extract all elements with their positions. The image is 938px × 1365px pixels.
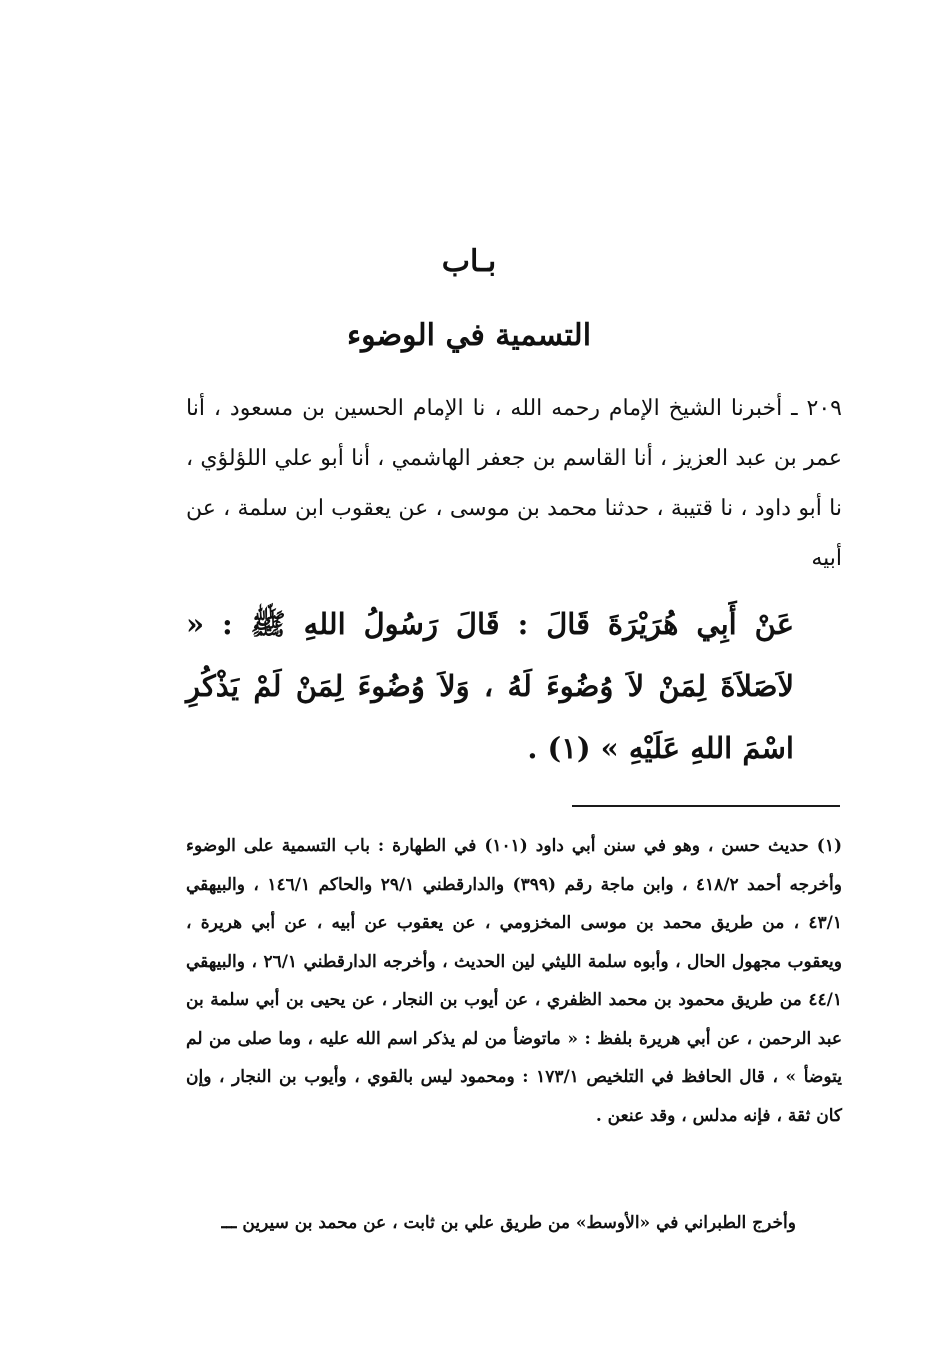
footnote-continued: وأخرج الطبراني في «الأوسط» من طريق علي بن ثابت ، عن محمد بن سيرين ـــ xyxy=(221,1213,796,1233)
footnote-main: (١) حديث حسن ، وهو في سنن أبي داود (١٠١) في الطهارة : باب التسمية على الوضوء وأخرجه أحمد ٤١٨/٢ ، وابن ماجة رقم (٣٩٩) والدارقطني ٢٩/١ والحاكم ١٤٦/١ ، والبيهقي ٤٣/١ ، من طريق محمد بن موسى المخزومي ، عن يعقوب عن أبيه ، عن أبي هريرة ، ويعقوب مجهول الحال ، وأبوه سلمة الليثي لين الحديث ، وأخرجه الدارقطني ٢٦/١ ، والبيهقي ٤٤/١ من طريق محمود بن محمد الظفري ، عن أيوب بن النجار ، عن يحيى بن أبي سلمة بن عبد الرحمن ، عن أبي هريرة بلفظ : « ماتوضأ من لم يذكر اسم الله عليه ، وما صلى من لم يتوضأ » ، قال الحافظ في التلخيص ١٧٣/١ : ومحمود ليس بالقوي ، وأيوب بن النجار ، وإن كان ثقة ، فإنه مدلس ، وقد عنعن . xyxy=(186,836,842,1126)
chapter-title: بـاب xyxy=(441,244,497,279)
hadith-isnad: ٢٠٩ ـ أخبرنا الشيخ الإمام رحمه الله ، نا الإمام الحسين بن مسعود ، أنا عمر بن عبد العزيز ، أنا القاسم بن جعفر الهاشمي ، أنا أبو علي اللؤلؤي ، نا أبو داود ، نا قتيبة ، حدثنا محمد بن موسى ، عن يعقوب ابن سلمة ، عن أبيه xyxy=(186,396,842,571)
hadith-matn: عَنْ أَبِي هُرَيْرَةَ قَالَ : قَالَ رَسُولُ اللهِ ﷺ : « لاَصَلاَةَ لِمَنْ لاَ وُضُوءَ لَهُ ، وَلاَ وُضُوءَ لِمَنْ لَمْ يَذْكُرِ اسْمَ اللهِ عَلَيْهِ » (١) . xyxy=(186,607,794,765)
footnote-divider xyxy=(572,805,840,807)
section-title: التسمية في الوضوء xyxy=(346,318,592,353)
